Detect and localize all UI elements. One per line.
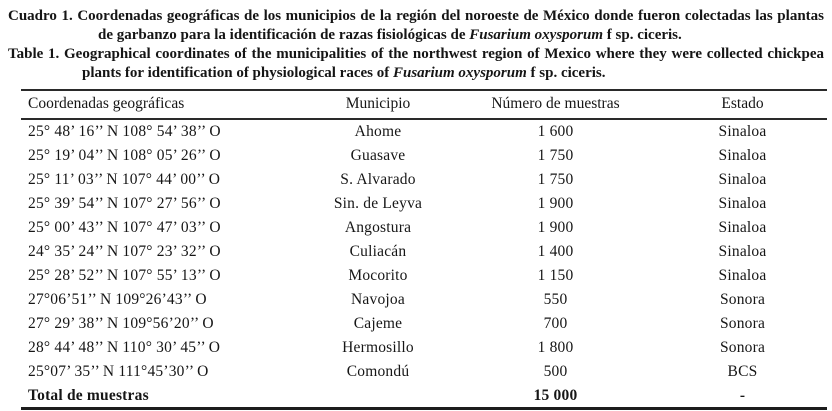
caption-spanish-text-end: f sp. ciceris. bbox=[603, 27, 682, 43]
table-row-guasave bbox=[21, 144, 827, 168]
cell-coordenadas: 25° 48’ 16’’ N 108° 54’ 38’’ O bbox=[28, 123, 221, 140]
caption-english bbox=[8, 45, 824, 83]
cell-municipio: Culiacán bbox=[349, 243, 407, 260]
table-row-navojoa bbox=[21, 288, 827, 312]
cell-estado: Sinaloa bbox=[718, 147, 767, 164]
cell-coordenadas: 27°06’51’’ N 109°26’43’’ O bbox=[28, 291, 207, 308]
table-row-angostura bbox=[21, 216, 827, 240]
cell-muestras: 500 bbox=[543, 363, 568, 380]
cell-estado: BCS bbox=[727, 363, 758, 380]
cell-coordenadas: 25° 19’ 04’’ N 108° 05’ 26’’ O bbox=[28, 147, 221, 164]
cell-estado: Sonora bbox=[719, 291, 766, 308]
cell-muestras: 1 900 bbox=[537, 195, 574, 212]
caption-english-text: Geographical coordinates of the municipalities of the northwest region of Mexico where they were collected chickpea plants for identification of physiological races of bbox=[59, 46, 824, 81]
cell-municipio: Angostura bbox=[344, 219, 412, 236]
cell-municipio: Mocorito bbox=[348, 267, 408, 284]
cell-coordenadas: 25° 00’ 43’’ N 107° 47’ 03’’ O bbox=[28, 219, 221, 236]
column-header-coordenadas: Coordenadas geográficas bbox=[28, 95, 185, 112]
cell-estado: Sinaloa bbox=[718, 171, 767, 188]
table-row-comondu bbox=[21, 360, 827, 384]
caption-spanish bbox=[8, 7, 824, 45]
cell-estado: Sonora bbox=[719, 339, 766, 356]
cell-coordenadas: 24° 35’ 24’’ N 107° 23’ 32’’ O bbox=[28, 243, 221, 260]
table-row-s-alvarado bbox=[21, 168, 827, 192]
cell-estado: Sinaloa bbox=[718, 267, 767, 284]
cell-estado: Sinaloa bbox=[718, 123, 767, 140]
cell-municipio: Sin. de Leyva bbox=[333, 195, 423, 212]
total-row bbox=[21, 384, 827, 409]
column-header-estado: Estado bbox=[721, 95, 764, 112]
cell-municipio: Comondú bbox=[346, 363, 410, 380]
caption-spanish-text: Coordenadas geográficas de los municipios de la región del noroeste de México donde fueron colectadas las plantas de garbanzo para la identificación de razas fisiológicas de bbox=[72, 8, 824, 43]
cell-estado: Sinaloa bbox=[718, 219, 767, 236]
cell-muestras: 550 bbox=[543, 291, 568, 308]
cell-municipio: Hermosillo bbox=[342, 339, 414, 356]
cell-muestras: 1 600 bbox=[537, 123, 574, 140]
header-row bbox=[21, 90, 827, 119]
cell-municipio: S. Alvarado bbox=[340, 171, 416, 188]
coordinates-table bbox=[21, 89, 827, 410]
table-row-culiacan bbox=[21, 240, 827, 264]
total-municipio-empty bbox=[303, 384, 453, 409]
cell-municipio: Cajeme bbox=[353, 315, 403, 332]
table-row-cajeme bbox=[21, 312, 827, 336]
table-row-ahome bbox=[21, 119, 827, 144]
cell-coordenadas: 25° 28’ 52’’ N 107° 55’ 13’’ O bbox=[28, 267, 221, 284]
cell-municipio: Navojoa bbox=[351, 291, 405, 308]
cell-coordenadas: 28° 44’ 48’’ N 110° 30’ 45’’ O bbox=[28, 339, 221, 356]
cell-estado: Sinaloa bbox=[718, 243, 767, 260]
cell-coordenadas: 25° 11’ 03’’ N 107° 44’ 00’’ O bbox=[28, 171, 221, 188]
caption-english-species-name: Fusarium oxysporum bbox=[392, 65, 527, 81]
table-row-mocorito bbox=[21, 264, 827, 288]
caption-spanish-label: Cuadro 1. bbox=[8, 8, 73, 24]
cell-muestras: 1 750 bbox=[537, 147, 574, 164]
total-estado: - bbox=[739, 386, 746, 404]
total-label: Total de muestras bbox=[28, 386, 149, 404]
table-row-hermosillo bbox=[21, 336, 827, 360]
cell-municipio: Ahome bbox=[354, 123, 402, 140]
table-captions bbox=[8, 7, 824, 83]
cell-muestras: 1 900 bbox=[537, 219, 574, 236]
caption-english-label: Table 1. bbox=[8, 46, 60, 62]
cell-coordenadas: 27° 29’ 38’’ N 109°56’20’’ O bbox=[28, 315, 214, 332]
cell-muestras: 1 800 bbox=[537, 339, 574, 356]
cell-coordenadas: 25° 39’ 54’’ N 107° 27’ 56’’ O bbox=[28, 195, 221, 212]
cell-muestras: 1 750 bbox=[537, 171, 574, 188]
cell-muestras: 1 400 bbox=[537, 243, 574, 260]
caption-spanish-species-name: Fusarium oxysporum bbox=[469, 27, 604, 43]
column-header-municipio: Municipio bbox=[345, 95, 411, 112]
cell-municipio: Guasave bbox=[350, 147, 406, 164]
cell-estado: Sonora bbox=[719, 315, 766, 332]
total-muestras: 15 000 bbox=[533, 386, 578, 404]
table-row-sin-de-leyva bbox=[21, 192, 827, 216]
caption-english-text-end: f sp. ciceris. bbox=[526, 65, 606, 81]
cell-muestras: 700 bbox=[543, 315, 568, 332]
cell-estado: Sinaloa bbox=[718, 195, 767, 212]
cell-coordenadas: 25°07’ 35’’ N 111°45’30’’ O bbox=[28, 363, 209, 380]
column-header-numero-de-muestras: Número de muestras bbox=[491, 95, 620, 112]
cell-muestras: 1 150 bbox=[537, 267, 574, 284]
